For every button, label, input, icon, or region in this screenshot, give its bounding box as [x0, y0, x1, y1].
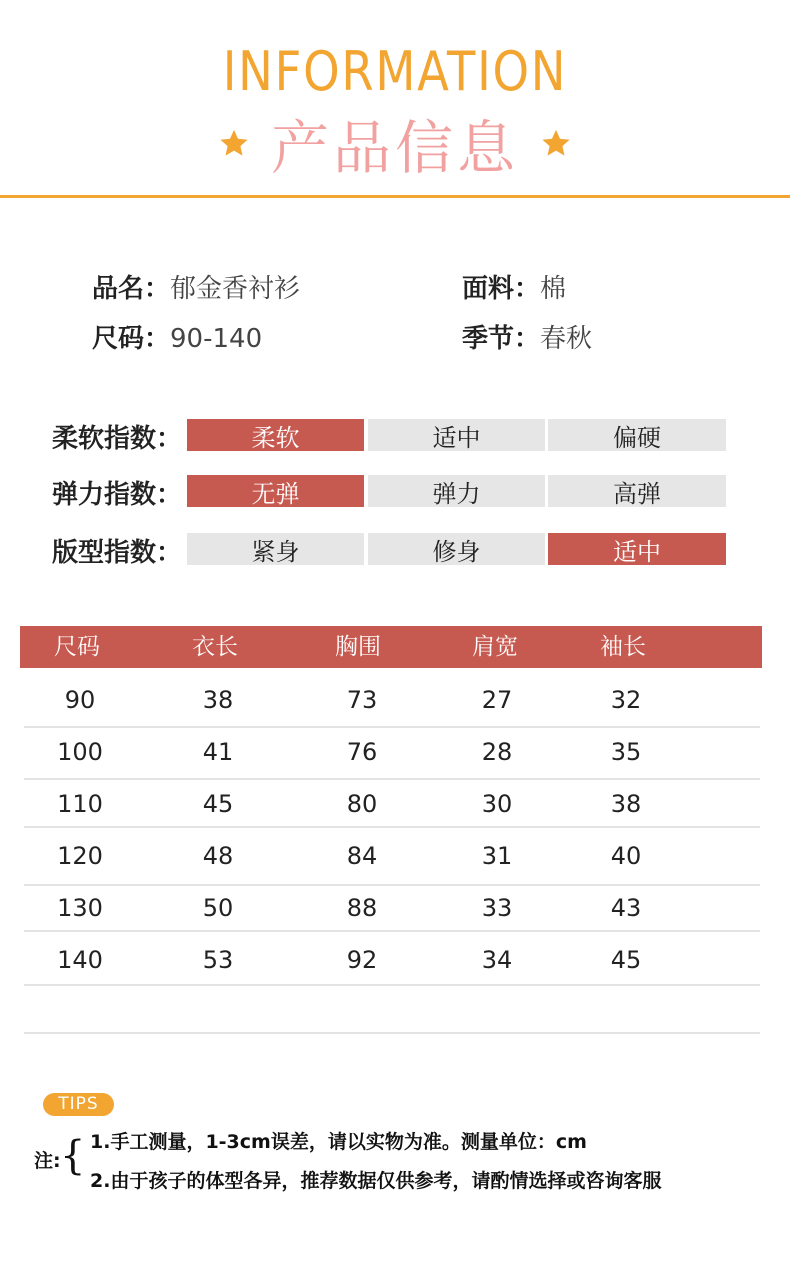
cell-size: 120: [57, 842, 103, 870]
cell-chest: 76: [346, 738, 378, 766]
fit-option: 紧身: [187, 533, 364, 565]
cell-chest: 88: [346, 894, 378, 922]
note-2: 2.由于孩子的体型各异，推荐数据仅供参考，请酌情选择或咨询客服: [90, 1170, 662, 1192]
cell-length: 48: [202, 842, 234, 870]
softness-option: 柔软: [187, 419, 364, 451]
star-icon: [541, 128, 571, 158]
cell-length: 45: [202, 790, 234, 818]
elasticity-option: 高弹: [548, 475, 726, 507]
product-name: [92, 268, 300, 305]
cell-size: 110: [57, 790, 103, 818]
product-name-key: 品名：: [92, 274, 171, 304]
brace-icon: {: [60, 1133, 86, 1179]
cell-shoulder: 33: [481, 894, 513, 922]
star-icon: [219, 128, 249, 158]
header-size: 尺码: [54, 634, 100, 660]
header-divider: [0, 195, 790, 198]
row-divider: [24, 984, 760, 986]
softness-option: 偏硬: [548, 419, 726, 451]
cell-size: 100: [57, 738, 103, 766]
header-sleeve: 袖长: [600, 634, 646, 660]
cell-sleeve: 43: [610, 894, 642, 922]
cell-shoulder: 28: [481, 738, 513, 766]
size-range: [92, 318, 262, 355]
row-divider: [24, 884, 760, 886]
fabric-key: 面料：: [462, 274, 541, 304]
fabric-value: 棉: [540, 274, 567, 304]
cell-size: 130: [57, 894, 103, 922]
elasticity-label: 弹力指数：: [52, 480, 183, 510]
cell-size: 90: [64, 686, 96, 714]
title-chinese: 产品信息: [270, 114, 519, 182]
header-chest: 胸围: [335, 634, 381, 660]
row-divider: [24, 1032, 760, 1034]
row-divider: [24, 726, 760, 728]
cell-shoulder: 30: [481, 790, 513, 818]
header-length: 衣长: [192, 634, 238, 660]
elasticity-option: 无弹: [187, 475, 364, 507]
row-divider: [24, 930, 760, 932]
cell-shoulder: 31: [481, 842, 513, 870]
season-key: 季节：: [462, 324, 541, 354]
fit-option: 适中: [548, 533, 726, 565]
cell-sleeve: 45: [610, 946, 642, 974]
cell-chest: 80: [346, 790, 378, 818]
fit-label: 版型指数：: [52, 538, 183, 568]
cell-chest: 84: [346, 842, 378, 870]
cell-sleeve: 32: [610, 686, 642, 714]
fit-option: 修身: [368, 533, 545, 565]
cell-sleeve: 35: [610, 738, 642, 766]
row-divider: [24, 826, 760, 828]
row-divider: [24, 778, 760, 780]
cell-length: 38: [202, 686, 234, 714]
cell-chest: 73: [346, 686, 378, 714]
season-value: 春秋: [540, 324, 593, 354]
softness-option: 适中: [368, 419, 545, 451]
size-range-key: 尺码：: [92, 324, 171, 354]
cell-sleeve: 38: [610, 790, 642, 818]
season: [462, 318, 592, 355]
size-table-header: [20, 626, 762, 668]
cell-size: 140: [57, 946, 103, 974]
cell-length: 50: [202, 894, 234, 922]
header-shoulder: 肩宽: [472, 634, 518, 660]
note-1: 1.手工测量，1-3cm误差，请以实物为准。测量单位：cm: [90, 1131, 587, 1153]
elasticity-option: 弹力: [368, 475, 545, 507]
cell-shoulder: 27: [481, 686, 513, 714]
cell-length: 53: [202, 946, 234, 974]
cell-sleeve: 40: [610, 842, 642, 870]
cell-shoulder: 34: [481, 946, 513, 974]
tips-badge: TIPS: [43, 1093, 114, 1116]
softness-label: 柔软指数：: [52, 424, 183, 454]
cell-length: 41: [202, 738, 234, 766]
cell-chest: 92: [346, 946, 378, 974]
title-row: [0, 108, 790, 182]
fabric: [462, 268, 566, 305]
size-range-value: 90-140: [170, 324, 263, 354]
product-name-value: 郁金香衬衫: [170, 274, 301, 304]
title-english: INFORMATION: [222, 40, 568, 103]
note-prefix: 注:: [34, 1150, 61, 1172]
